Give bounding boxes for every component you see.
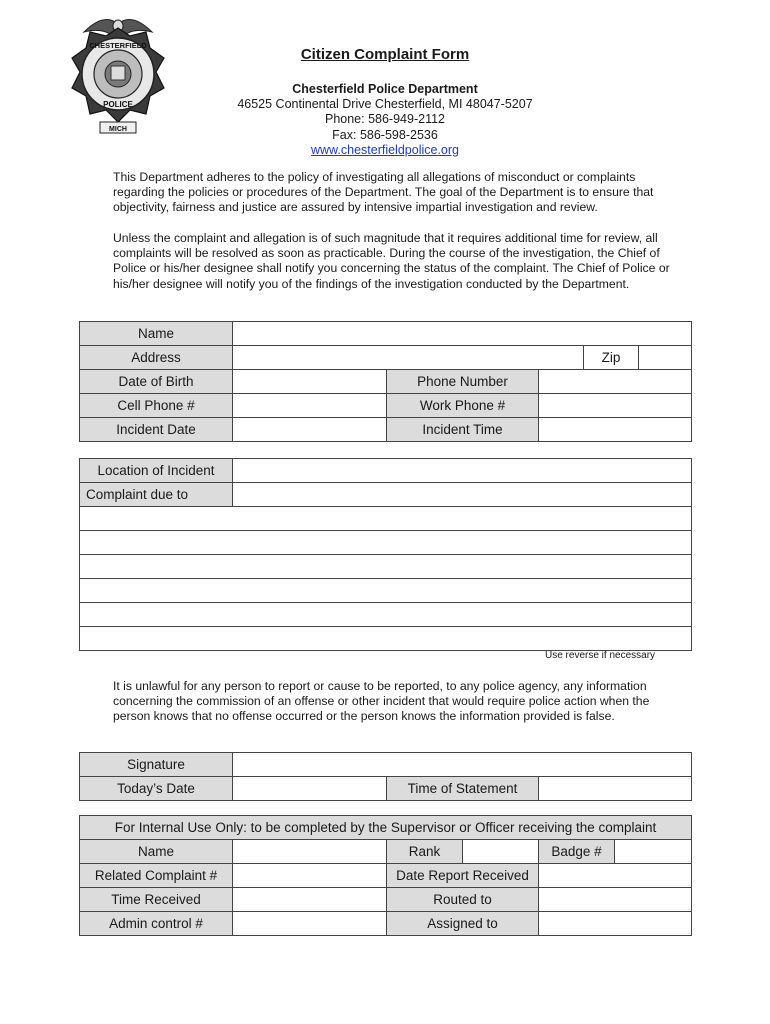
todays-date-field[interactable] — [233, 777, 387, 801]
admin-control-label: Admin control # — [80, 912, 233, 936]
badge-number-label: Badge # — [539, 840, 615, 864]
department-contact — [200, 97, 570, 158]
admin-control-field[interactable] — [233, 912, 387, 936]
name-label: Name — [80, 322, 233, 346]
phone-number-field[interactable] — [539, 370, 692, 394]
internal-use-header: For Internal Use Only: to be completed by the Supervisor or Officer receiving the complaint — [80, 816, 692, 840]
incident-date-label: Incident Date — [80, 418, 233, 442]
false-report-warning: It is unlawful for any person to report or cause to be reported, to any police agency, any information concerning the commission of an offense or other incident that would require police action when the person knows that no offense occurred or the person knows the information provided is false. — [113, 679, 650, 724]
policy-paragraph: This Department adheres to the policy of investigating all allegations of misconduct or complaints regarding the policies or procedures of the Department. The goal of the Department is to ensure that objectivity, fairness and justice are assured by intensive impartial investigation and review. — [113, 170, 654, 215]
signature-table — [79, 752, 692, 801]
dob-label: Date of Birth — [80, 370, 233, 394]
incident-time-label: Incident Time — [387, 418, 539, 442]
work-phone-field[interactable] — [539, 394, 692, 418]
address-label: Address — [80, 346, 233, 370]
address-field[interactable] — [233, 346, 584, 370]
zip-field[interactable] — [639, 346, 692, 370]
signature-field[interactable] — [233, 753, 692, 777]
incident-time-field[interactable] — [539, 418, 692, 442]
officer-name-label: Name — [80, 840, 233, 864]
signature-label: Signature — [80, 753, 233, 777]
complaint-line[interactable] — [80, 579, 692, 603]
zip-label: Zip — [584, 346, 639, 370]
date-report-received-field[interactable] — [539, 864, 692, 888]
location-label: Location of Incident — [80, 459, 233, 483]
incident-date-field[interactable] — [233, 418, 387, 442]
department-name: Chesterfield Police Department — [292, 82, 478, 96]
time-received-field[interactable] — [233, 888, 387, 912]
personal-info-table — [79, 321, 692, 442]
complaint-due-to-field[interactable] — [233, 483, 692, 507]
related-complaint-label: Related Complaint # — [80, 864, 233, 888]
department-fax: Fax: 586-598-2536 — [332, 127, 438, 142]
time-received-label: Time Received — [80, 888, 233, 912]
routed-to-field[interactable] — [539, 888, 692, 912]
complaint-line[interactable] — [80, 627, 692, 651]
assigned-to-label: Assigned to — [387, 912, 539, 936]
police-badge-logo — [64, 10, 172, 140]
complaint-line[interactable] — [80, 531, 692, 555]
routed-to-label: Routed to — [387, 888, 539, 912]
time-of-statement-label: Time of Statement — [387, 777, 539, 801]
complaint-line[interactable] — [80, 603, 692, 627]
related-complaint-field[interactable] — [233, 864, 387, 888]
complaint-due-to-label: Complaint due to — [80, 483, 233, 507]
badge-number-field[interactable] — [615, 840, 692, 864]
cell-phone-label: Cell Phone # — [80, 394, 233, 418]
form-title: Citizen Complaint Form — [300, 46, 470, 63]
cell-phone-field[interactable] — [233, 394, 387, 418]
complaint-table — [79, 458, 692, 651]
resolution-paragraph: Unless the complaint and allegation is of such magnitude that it requires additional time for review, all complaints will be resolved as soon as practicable. During the course of the investigation, the Chief of Police or his/her designee shall notify you concerning the status of the complaint. The Chief of Police or his/her designee will notify you of the findings of the investigation conducted by the Department. — [113, 231, 670, 291]
rank-field[interactable] — [463, 840, 539, 864]
badge-text-bottom: POLICE — [103, 100, 133, 109]
internal-use-table — [79, 815, 692, 936]
name-field[interactable] — [233, 322, 692, 346]
assigned-to-field[interactable] — [539, 912, 692, 936]
location-field[interactable] — [233, 459, 692, 483]
dob-field[interactable] — [233, 370, 387, 394]
badge-text-ribbon: MICH — [109, 126, 127, 133]
date-report-received-label: Date Report Received — [387, 864, 539, 888]
work-phone-label: Work Phone # — [387, 394, 539, 418]
use-reverse-note: Use reverse if necessary — [545, 650, 656, 661]
badge-text-top: CHESTERFIELD — [89, 41, 147, 50]
department-phone: Phone: 586-949-2112 — [324, 112, 445, 127]
officer-name-field[interactable] — [233, 840, 387, 864]
rank-label: Rank — [387, 840, 463, 864]
todays-date-label: Today’s Date — [80, 777, 233, 801]
phone-number-label: Phone Number — [387, 370, 539, 394]
department-address: 46525 Continental Drive Chesterfield, MI 48047-5207 — [237, 97, 533, 111]
time-of-statement-field[interactable] — [539, 777, 692, 801]
complaint-line[interactable] — [80, 507, 692, 531]
complaint-line[interactable] — [80, 555, 692, 579]
department-website-link[interactable]: www.chesterfieldpolice.org — [311, 142, 459, 157]
